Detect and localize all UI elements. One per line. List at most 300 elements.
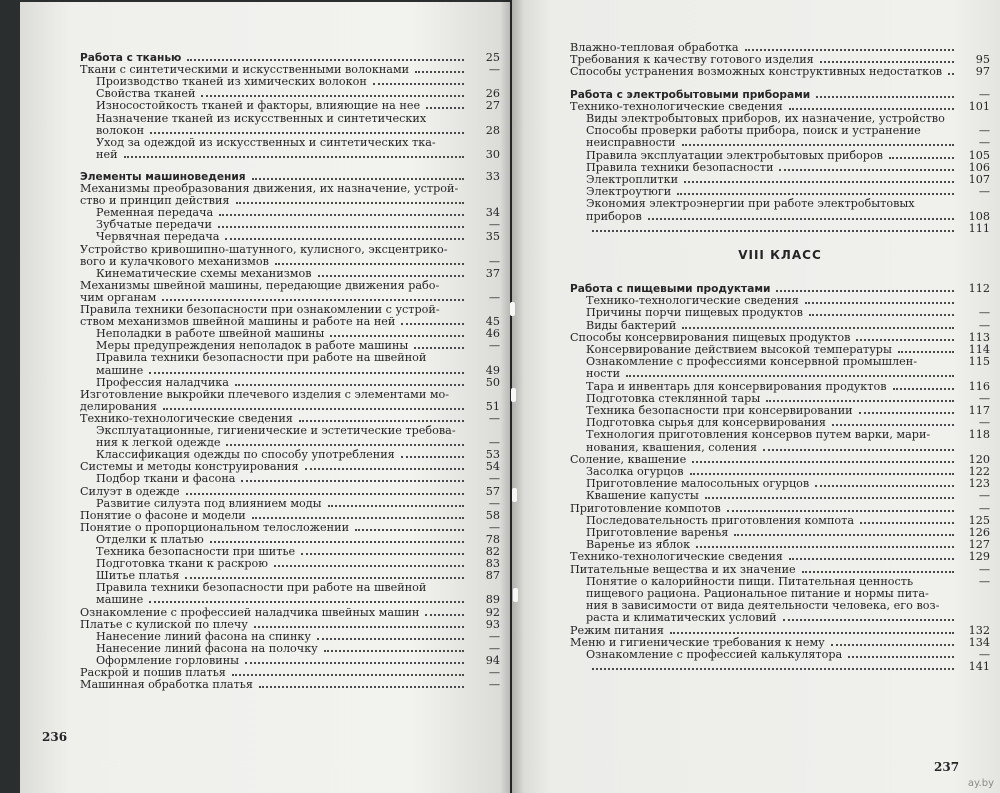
- dot-leader: [462, 432, 464, 434]
- toc-entry: [96, 473, 500, 485]
- toc-entry: [96, 365, 500, 377]
- toc-page-number: —: [978, 391, 990, 405]
- toc-entry-title: Производство тканей из химических волокон: [96, 75, 367, 89]
- toc-page-number: —: [488, 496, 500, 510]
- dot-leader: [648, 218, 954, 220]
- toc-page-number: —: [978, 648, 990, 661]
- dot-leader: [425, 614, 464, 616]
- toc-entry-title: Отделки к платью: [96, 532, 204, 546]
- toc-entry-title: ния в зависимости от вида деятельности человека, его воз-: [586, 599, 940, 613]
- dot-leader: [446, 311, 464, 313]
- toc-entry-title: Изготовление выкройки плечевого изделия с элементами мо-: [80, 387, 450, 401]
- toc-page-number: 92: [485, 605, 500, 619]
- dot-leader: [945, 607, 954, 609]
- toc-entry-title: Понятие о калорийности пищи. Питательная ценность: [586, 574, 914, 588]
- dot-leader: [414, 347, 464, 349]
- left-page: [20, 2, 510, 793]
- toc-entry: [570, 42, 990, 54]
- toc-entry: [80, 522, 500, 534]
- dot-leader: [254, 626, 464, 628]
- toc-entry: [586, 417, 990, 429]
- dot-leader: [318, 275, 464, 277]
- toc-entry-title: Работа с тканью: [80, 52, 182, 64]
- toc-entry: [586, 174, 990, 186]
- toc-entry: [586, 661, 990, 673]
- dot-leader: [201, 95, 464, 97]
- toc-entry-title: Режим питания: [570, 623, 664, 637]
- toc-entry-title: Квашение капусты: [586, 489, 699, 503]
- toc-page-number: 117: [968, 404, 990, 417]
- dot-leader: [779, 169, 954, 171]
- dot-leader: [802, 571, 954, 573]
- toc-page-number: —: [488, 629, 500, 643]
- watermark: ay.by: [967, 778, 994, 789]
- toc-page-number: —: [978, 318, 990, 332]
- dot-leader: [432, 589, 464, 591]
- toc-entry-title: машине: [96, 593, 144, 607]
- toc-section-heading: [570, 283, 990, 295]
- toc-page-number: 83: [485, 557, 500, 571]
- toc-page-number: 57: [485, 484, 500, 498]
- toc-entry-title: Последовательность приготовления компота: [586, 513, 855, 527]
- toc-entry: [586, 539, 990, 551]
- toc-entry: [570, 637, 990, 649]
- dot-leader: [432, 359, 464, 361]
- toc-entry: [80, 607, 500, 619]
- dot-leader: [442, 144, 464, 146]
- toc-entry-title: Подготовка сырья для консервирования: [586, 416, 826, 430]
- toc-page-number: —: [978, 124, 990, 138]
- binding-stitch: [511, 388, 516, 402]
- toc-entry-title: Подготовка стеклянной тары: [586, 391, 761, 405]
- toc-entry: [586, 576, 990, 588]
- toc-page-number: 46: [485, 327, 500, 341]
- toc-entry: [570, 625, 990, 637]
- toc-entry-title: ней: [96, 147, 118, 161]
- toc-page-number: 125: [968, 513, 990, 527]
- toc-entry: [586, 295, 990, 307]
- right-page-number: 237: [934, 760, 960, 774]
- toc-entry: [96, 268, 500, 280]
- toc-page-number: 113: [968, 330, 990, 344]
- toc-page-number: 106: [968, 160, 990, 174]
- toc-page-number: 89: [485, 593, 500, 607]
- toc-entry-title: Ознакомление с профессией наладчика швейных машин: [80, 605, 420, 619]
- dot-leader: [124, 156, 464, 158]
- toc-entry: [586, 211, 990, 223]
- toc-entry-title: Работа с пищевыми продуктами: [570, 283, 771, 295]
- toc-page-number: —: [488, 641, 500, 655]
- toc-page-number: —: [488, 254, 500, 268]
- toc-page-number: 28: [485, 123, 500, 137]
- toc-entry: [586, 490, 990, 502]
- toc-entry-title: Виды электробытовых приборов, их назначение, устройство: [586, 112, 945, 125]
- dot-leader: [245, 662, 464, 664]
- toc-entry-title: Понятие о фасоне и модели: [80, 508, 246, 522]
- toc-entry: [586, 393, 990, 405]
- toc-page-number: 34: [485, 206, 500, 220]
- toc-entry: [96, 125, 500, 137]
- toc-entry-title: Механизмы преобразования движения, их назначение, устрой-: [80, 182, 459, 195]
- toc-entry-title: раста и климатических условий: [586, 611, 777, 625]
- dot-leader: [299, 420, 464, 422]
- toc-entry-title: Меры предупреждения неполадок в работе машины: [96, 339, 409, 353]
- toc-entry-title: Эксплуатационные, гигиенические и эстетические требова-: [96, 424, 456, 437]
- dot-leader: [453, 251, 464, 253]
- toc-entry-title: Червячная передача: [96, 230, 220, 244]
- toc-entry: [96, 631, 500, 643]
- toc-page-number: 111: [968, 221, 990, 235]
- toc-entry-title: Правила техники безопасности при работе на швейной: [96, 351, 427, 365]
- toc-page-number: —: [488, 411, 500, 425]
- toc-entry: [586, 612, 990, 624]
- dot-leader: [893, 388, 954, 390]
- toc-entry-title: Способы устранения возможных конструктивных недостатков: [570, 65, 943, 79]
- dot-leader: [948, 73, 954, 75]
- toc-entry: [570, 101, 990, 113]
- dot-leader: [927, 132, 954, 134]
- dot-leader: [210, 541, 464, 543]
- toc-page-number: —: [978, 489, 990, 503]
- toc-entry: [586, 198, 990, 210]
- toc-page-number: 134: [968, 635, 990, 649]
- toc-entry: [80, 389, 500, 401]
- dot-leader: [951, 120, 954, 122]
- toc-entry-title: неисправности: [586, 136, 676, 150]
- toc-page-number: —: [488, 666, 500, 679]
- toc-entry-title: Нанесение линий фасона на спинку: [96, 629, 311, 643]
- toc-page-number: 78: [485, 532, 500, 546]
- toc-entry: [96, 643, 500, 655]
- toc-entry-title: Питательные вещества и их значение: [570, 562, 796, 576]
- dot-leader: [252, 517, 464, 519]
- dot-leader: [236, 202, 465, 204]
- toc-page-number: 108: [968, 209, 990, 223]
- dot-leader: [401, 456, 464, 458]
- toc-entry-title: Свойства тканей: [96, 87, 196, 101]
- toc-entry-title: Способы проверки работы прибора, поиск и устранение: [586, 124, 921, 138]
- toc-entry: [96, 100, 500, 112]
- toc-page-number: 33: [485, 169, 500, 183]
- toc-entry: [586, 600, 990, 612]
- toc-entry: [586, 344, 990, 356]
- toc-entry-title: Правила техники безопасности: [586, 160, 774, 174]
- toc-entry-title: Технико-технологические сведения: [586, 294, 799, 308]
- toc-page-number: —: [978, 136, 990, 150]
- toc-entry-title: ния к легкой одежде: [96, 436, 221, 450]
- binding-stitch: [510, 302, 515, 316]
- dot-leader: [219, 214, 464, 216]
- dot-leader: [226, 444, 464, 446]
- toc-entry-title: чим органам: [80, 290, 157, 304]
- dot-leader: [187, 59, 464, 61]
- dot-leader: [898, 351, 954, 353]
- toc-entry: [586, 649, 990, 661]
- dot-leader: [445, 287, 464, 289]
- toc-page-number: —: [978, 306, 990, 320]
- toc-entry-title: Шитье платья: [96, 569, 180, 583]
- toc-page-number: 105: [968, 148, 990, 162]
- toc-entry: [586, 478, 990, 490]
- toc-page-number: —: [978, 562, 990, 576]
- toc-entry: [586, 113, 990, 125]
- dot-leader: [355, 529, 464, 531]
- toc-page-number: 114: [968, 343, 990, 356]
- toc-entry: [570, 551, 990, 563]
- toc-page-number: —: [488, 218, 500, 232]
- toc-entry-title: Машинная обработка платья: [80, 678, 253, 692]
- toc-entry-title: Уход за одеждой из искусственных и синтетических тка-: [96, 135, 436, 149]
- toc-page-number: 126: [968, 526, 990, 539]
- toc-entry-title: Профессия наладчика: [96, 375, 229, 389]
- toc-page-number: —: [488, 290, 500, 304]
- toc-entry-title: Причины порчи пищевых продуктов: [586, 306, 803, 320]
- toc-entry-title: Экономия электроэнергии при работе электробытовых: [586, 197, 915, 211]
- dot-leader: [859, 412, 954, 414]
- toc-page-number: —: [488, 63, 500, 77]
- dot-leader: [832, 424, 954, 426]
- dot-leader: [831, 644, 954, 646]
- toc-entry-title: Правила эксплуатации электробытовых приборов: [586, 148, 883, 162]
- dot-leader: [225, 238, 464, 240]
- dot-leader: [923, 363, 954, 365]
- toc-entry-title: Засолка огурцов: [586, 465, 684, 478]
- toc-page-number: 132: [968, 623, 990, 637]
- toc-entry-title: Приготовление компотов: [570, 501, 721, 515]
- toc-entry: [586, 223, 990, 235]
- toc-entry-title: Устройство кривошипно-шатунного, кулисного, эксцентрико-: [80, 242, 448, 256]
- left-page-number: 236: [42, 730, 68, 744]
- toc-page-number: 50: [485, 375, 500, 389]
- toc-entry-title: Нанесение линий фасона на полочку: [96, 641, 318, 655]
- toc-entry: [586, 588, 990, 600]
- dot-leader: [317, 638, 464, 640]
- toc-entry: [570, 332, 990, 344]
- binding-stitch: [512, 488, 517, 502]
- dot-leader: [805, 302, 954, 304]
- toc-entry-title: Понятие о пропорциональном телосложении: [80, 520, 350, 534]
- toc-entry: [96, 594, 500, 606]
- toc-entry: [80, 244, 500, 256]
- toc-entry-title: Тара и инвентарь для консервирования продуктов: [586, 379, 887, 393]
- toc-entry: [96, 352, 500, 364]
- toc-section-heading: [570, 89, 990, 101]
- toc-entry-title: Раскрой и пошив платья: [80, 666, 226, 679]
- toc-page-number: 97: [975, 65, 990, 79]
- dot-leader: [745, 49, 954, 51]
- dot-leader: [241, 480, 464, 482]
- toc-entry: [80, 486, 500, 498]
- toc-page-number: 30: [485, 147, 500, 161]
- dot-leader: [324, 650, 464, 652]
- dot-leader: [776, 290, 954, 292]
- toc-page-number: 35: [485, 230, 500, 244]
- toc-entry-title: Технико-технологические сведения: [80, 411, 293, 425]
- toc-entry-title: Подбор ткани и фасона: [96, 472, 236, 486]
- dot-leader: [860, 522, 954, 524]
- dot-leader: [848, 656, 954, 658]
- dot-leader: [415, 71, 464, 73]
- toc-entry: [586, 137, 990, 149]
- dot-leader: [274, 565, 464, 567]
- toc-page-number: —: [488, 678, 500, 692]
- dot-leader: [149, 372, 464, 374]
- toc-entry: [570, 454, 990, 466]
- toc-page-number: —: [978, 574, 990, 588]
- toc-page-number: 54: [485, 460, 500, 474]
- toc-entry: [570, 564, 990, 576]
- toc-page-number: 116: [968, 379, 990, 393]
- toc-entry-title: Приготовление варенья: [586, 526, 729, 539]
- dot-leader: [935, 595, 954, 597]
- toc-page-number: 115: [968, 355, 990, 369]
- toc-page-number: 123: [968, 477, 990, 491]
- toc-entry-title: Консервирование действием высокой температуры: [586, 343, 892, 356]
- toc-page-number: 25: [485, 51, 500, 64]
- dot-leader: [455, 396, 464, 398]
- toc-entry-title: Виды бактерий: [586, 318, 677, 332]
- toc-entry-title: Силуэт в одежде: [80, 484, 180, 498]
- toc-page-number: —: [488, 520, 500, 534]
- toc-entry: [570, 54, 990, 66]
- toc-page-number: 122: [968, 465, 990, 478]
- dot-leader: [815, 485, 954, 487]
- toc-entry: [570, 503, 990, 515]
- toc-page-number: 27: [485, 99, 500, 113]
- toc-entry-title: Требования к качеству готового изделия: [570, 53, 814, 67]
- toc-entry-title: Элементы машиноведения: [80, 170, 246, 183]
- dot-leader: [592, 230, 954, 232]
- toc-entry-title: Варенье из яблок: [586, 538, 691, 552]
- dot-leader: [727, 510, 954, 512]
- toc-page-number: 120: [968, 452, 990, 466]
- toc-entry-title: Работа с электробытовыми приборами: [570, 88, 811, 101]
- toc-entry-title: волокон: [96, 123, 145, 137]
- dot-leader: [162, 299, 464, 301]
- toc-entry-title: Меню и гигиенические требования к нему: [570, 635, 825, 649]
- toc-entry-title: Техника безопасности при шитье: [96, 545, 296, 558]
- dot-leader: [259, 686, 464, 688]
- toc-page-number: 53: [485, 448, 500, 462]
- toc-page-number: —: [488, 472, 500, 486]
- toc-page-number: 37: [485, 266, 500, 280]
- toc-page-number: 87: [485, 569, 500, 583]
- toc-entry-title: Техника безопасности при консервировании: [586, 404, 853, 417]
- dot-leader: [789, 558, 954, 560]
- toc-entry-title: машине: [96, 363, 144, 377]
- toc-entry-title: приборов: [586, 209, 642, 223]
- toc-entry-title: вого и кулачкового механизмов: [80, 254, 269, 268]
- toc-entry-title: Системы и методы конструирования: [80, 460, 299, 474]
- class-heading: [570, 249, 990, 261]
- toc-entry: [96, 377, 500, 389]
- toc-entry: [586, 186, 990, 198]
- toc-entry-title: ности: [586, 367, 621, 381]
- toc-entry-title: Ознакомление с профессией калькулятора: [586, 648, 843, 661]
- dot-leader: [856, 339, 954, 341]
- toc-entry: [586, 429, 990, 441]
- dot-leader: [275, 263, 464, 265]
- toc-entry: [80, 510, 500, 522]
- toc-entry: [586, 356, 990, 368]
- dot-leader: [373, 83, 464, 85]
- dot-leader: [626, 375, 954, 377]
- dot-leader: [766, 400, 954, 402]
- dot-leader: [809, 314, 954, 316]
- toc-entry: [586, 466, 990, 478]
- toc-entry: [80, 256, 500, 268]
- toc-page-number: 112: [968, 282, 990, 295]
- toc-entry-title: Неполадки в работе швейной машины: [96, 327, 325, 341]
- dot-leader: [163, 408, 464, 410]
- toc-page-number: —: [978, 185, 990, 199]
- toc-entry-title: VIII КЛАСС: [738, 248, 822, 262]
- toc-entry: [96, 113, 500, 125]
- toc-entry: [80, 280, 500, 292]
- dot-leader: [186, 493, 464, 495]
- dot-leader: [816, 96, 954, 98]
- dot-leader: [936, 436, 954, 438]
- dot-leader: [889, 157, 954, 159]
- toc-entry: [586, 125, 990, 137]
- dot-leader: [305, 468, 464, 470]
- toc-entry: [586, 368, 990, 380]
- toc-entry-title: Приготовление малосольных огурцов: [586, 477, 810, 491]
- toc-entry: [96, 231, 500, 243]
- toc-entry: [586, 381, 990, 393]
- toc-entry-title: ством механизмов швейной машины и работе на ней: [80, 315, 396, 329]
- dot-leader: [149, 601, 464, 603]
- dot-leader: [592, 668, 954, 670]
- toc-page-number: —: [978, 87, 990, 101]
- toc-entry-title: Развитие силуэта под влиянием моды: [96, 496, 322, 510]
- dot-leader: [921, 205, 954, 207]
- toc-page-number: 26: [485, 87, 500, 101]
- toc-entry: [586, 515, 990, 527]
- dot-leader: [682, 327, 954, 329]
- toc-entry-title: Оформление горловины: [96, 653, 240, 667]
- dot-leader: [789, 108, 954, 110]
- toc-entry-title: Классификация одежды по способу употребления: [96, 448, 395, 462]
- toc-entry-title: Кинематические схемы механизмов: [96, 266, 312, 280]
- dot-leader: [150, 132, 464, 134]
- dot-leader: [692, 461, 954, 463]
- dot-leader: [401, 323, 464, 325]
- toc-page-number: 51: [485, 399, 500, 413]
- dot-leader: [677, 193, 954, 195]
- toc-entry-title: Ткани с синтетическими и искусственными волокнами: [80, 63, 410, 77]
- toc-entry-title: Электроутюги: [586, 185, 672, 199]
- toc-page-number: 129: [968, 550, 990, 564]
- toc-page-number: 49: [485, 363, 500, 377]
- toc-entry: [586, 150, 990, 162]
- right-page: [512, 0, 1000, 793]
- dot-leader: [682, 144, 955, 146]
- dot-leader: [328, 505, 464, 507]
- toc-entry-title: Влажно-тепловая обработка: [570, 41, 739, 54]
- dot-leader: [696, 546, 954, 548]
- dot-leader: [301, 553, 464, 555]
- toc-page-number: 107: [968, 173, 990, 186]
- toc-entry-title: Электроплитки: [586, 173, 679, 186]
- toc-entry-title: Ременная передача: [96, 206, 214, 220]
- toc-entry: [96, 498, 500, 510]
- toc-page-number: —: [488, 339, 500, 353]
- toc-page-number: 118: [968, 428, 990, 442]
- toc-entry-title: Назначение тканей из искусственных и синтетических: [96, 111, 427, 125]
- dot-leader: [252, 178, 464, 180]
- toc-entry-title: Технико-технологические сведения: [570, 550, 783, 564]
